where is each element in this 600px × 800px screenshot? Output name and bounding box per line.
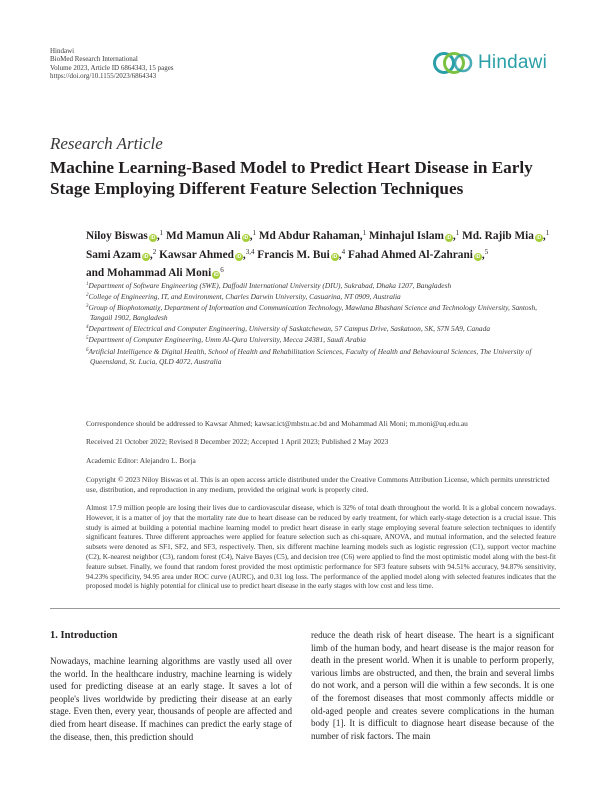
orcid-icon[interactable]: iD [236, 253, 242, 260]
author-separator: , [156, 230, 160, 242]
orcid-icon[interactable]: iD [332, 253, 338, 260]
orcid-icon[interactable]: iD [213, 272, 219, 278]
article-type: Research Article [50, 134, 163, 153]
author-separator: , [249, 230, 253, 242]
author-item [348, 249, 488, 261]
journal-info [50, 47, 174, 80]
author-name[interactable]: Sami Azam [86, 248, 141, 261]
hindawi-logo-text: Hindawi [478, 52, 547, 73]
author-affiliation-ref: 1 [455, 229, 460, 237]
author-separator: , [542, 230, 546, 242]
author-affiliation-ref: 6 [220, 266, 224, 274]
abstract-text: Almost 17.9 million people are losing their lives due to cardiovascular disease, which is 32% of total death throughout the world. It is a global concern nowadays. However, it is a matter of joy that the mortality rate due to heart disease can be reduced by early treatment, for which early-stage detection is a crucial issue. This study is aimed at building a potential machine learning model to predict heart disease in early stage employing several feature selection techniques to identify significant features. Three different approaches were applied for feature selection such as chi-square, ANOVA, and mutual information, and the selected feature subsets were denoted as SF1, SF2, and SF3, respectively. Then, six different machine learning models such as logistic regression (C1), support vector machine (C2), K-nearest neighbor (C3), random forest (C4), Naive Bayes (C5), and decision tree (C6) were applied to find the most optimistic model along with the best-fit feature subset. Finally, we found that random forest provided the most optimistic performance for SF3 feature subsets with 94.51% accuracy, 94.87% sensitivity, 94.23% specificity, 94.95 area under ROC curve (AURC), and 0.31 log loss. The performance of the applied model along with selected features indicates that the proposed model is highly potential for clinical use to predict heart disease in the early stages with low cost and less time. [86, 504, 556, 591]
orcid-icon[interactable]: iD [243, 235, 249, 241]
section-divider [50, 608, 560, 609]
author-item [259, 230, 366, 242]
author-item [86, 267, 224, 279]
author-name[interactable]: Francis M. Bui [257, 248, 330, 261]
author-name[interactable]: Kawsar Ahmed [159, 248, 234, 261]
affiliation-number: 1 [86, 282, 89, 287]
affiliation-number: 2 [86, 293, 89, 299]
introduction-heading: 1. Introduction [50, 630, 118, 641]
hindawi-logo-icon [432, 48, 474, 78]
author-item [86, 230, 163, 242]
author-item [462, 230, 549, 242]
author-affiliation-ref: 5 [484, 247, 489, 256]
academic-editor: Academic Editor: Alejandro L. Borja [86, 456, 196, 465]
affiliation-text: Artificial Intelligence & Digital Health, School of Health and Rehabilitation Sciences, Faculty of Health and Behavioural Sciences, The University of Queensland, St. Lucia, QLD 4072, Australia [88, 346, 532, 366]
affiliation-text: Department of Electrical and Computer Engineering, University of Saskatchewan, 57 Campus Drive, Saskatoon, SK, S7N 5A9, Canada [88, 324, 491, 334]
author-separator: , [452, 230, 456, 242]
author-item [86, 249, 156, 261]
author-name[interactable]: Md Mamun Ali [166, 230, 241, 242]
author-affiliation-ref: 1 [159, 229, 164, 237]
author-affiliation-ref: 2 [152, 247, 157, 256]
intro-left-column: Nowadays, machine learning algorithms are vastly used all over the world. In the healthcare industry, machine learning is widely used for predicting disease at an early stage. It saves a lot of people's lives worldwide by predicting their disease at an early stage. Even then, every year, thousands of people are affected and died from heart disease. If machines can predict the early stage of the disease, then, this prediction should [50, 656, 292, 742]
orcid-icon[interactable]: iD [150, 235, 156, 241]
affiliation-item [86, 334, 556, 345]
doi-link[interactable]: https://doi.org/10.1155/2023/6864343 [50, 71, 157, 80]
author-affiliation-ref: 1 [252, 229, 257, 237]
affiliation-item [86, 346, 556, 367]
author-name[interactable]: Md. Rajib Mia [462, 230, 534, 242]
author-separator: , [481, 248, 485, 261]
author-affiliation-ref: 4 [341, 247, 346, 256]
author-item [159, 249, 254, 261]
article-title: Machine Learning-Based Model to Predict Heart Disease in Early Stage Employing Different Feature Selection Techniques [50, 158, 533, 198]
orcid-icon[interactable]: iD [143, 253, 149, 260]
affiliation-text: Department of Software Engineering (SWE), Daffodil International University (DIU), Sukrabad, Dhaka 1207, Bangladesh [88, 281, 452, 290]
author-affiliation-ref: 1 [362, 229, 367, 237]
author-name[interactable]: and Mohammad Ali Moni [86, 267, 212, 279]
affiliation-item [86, 323, 556, 334]
copyright-notice: Copyright © 2023 Niloy Biswas et al. This is an open access article distributed under the Creative Commons Attribution License, which permits unrestricted use, distribution, and reproduction in any medium, provided the original work is properly cited. [86, 475, 550, 494]
author-affiliation-ref: 1 [545, 229, 550, 237]
journal-name: BioMed Research International [50, 55, 138, 64]
affiliation-number: 6 [86, 347, 89, 353]
affiliation-item [86, 280, 556, 291]
author-name[interactable]: Minhajul Islam [368, 230, 444, 242]
affiliation-text: Department of Computer Engineering, Umm Al-Qura University, Mecca 24381, Saudi Arabia [88, 335, 366, 345]
author-list [86, 226, 556, 282]
orcid-icon[interactable]: iD [475, 253, 481, 260]
intro-right-column: reduce the death risk of heart disease. The heart is a significant limb of the human body, and heart disease is the major reason for death in the present world. When it is unable to perform properly, various limbs are obstructed, and then, the brain and several limbs do not work, and a person will die within a few seconds. It is one of the foremost diseases that most commonly affects middle or old-aged people and creates severe complications in the human body [1]. It is difficult to diagnose heart disease because of the number of risk factors. The main [311, 630, 554, 741]
orcid-icon[interactable]: iD [446, 235, 452, 241]
affiliation-item [86, 302, 556, 323]
author-separator: , [338, 248, 342, 261]
volume-line: Volume 2023, Article ID 6864343, 15 pages [50, 63, 174, 72]
orcid-icon[interactable]: iD [536, 235, 542, 241]
author-name[interactable]: Fahad Ahmed Al-Zahrani [347, 248, 473, 261]
affiliation-number: 3 [86, 304, 89, 310]
correspondence-note: Correspondence should be addressed to Kawsar Ahmed; kawsar.ict@mbstu.ac.bd and Mohammad Ali Moni; m.moni@uq.edu.au [86, 419, 468, 428]
author-item [257, 249, 345, 261]
author-affiliation-ref: 3,4 [245, 247, 255, 256]
publisher-name: Hindawi [50, 47, 75, 55]
author-separator: , [149, 248, 153, 261]
affiliation-item [86, 291, 556, 302]
author-item [166, 230, 256, 242]
affiliation-number: 4 [86, 325, 89, 331]
affiliation-text: Group of Biophotomatiχ, Department of Information and Communication Technology, Mawlana Bhashani Science and Technology University, Santosh, Tangail 1902, Bangladesh [88, 303, 538, 323]
affiliation-list [86, 280, 556, 367]
author-name[interactable]: Md Abdur Rahaman, [258, 230, 363, 242]
affiliation-number: 5 [86, 336, 89, 342]
hindawi-logo [432, 48, 547, 78]
publication-dates: Received 21 October 2022; Revised 8 December 2022; Accepted 1 April 2023; Published 2 May 2023 [86, 437, 389, 446]
author-separator: , [242, 248, 246, 261]
author-name[interactable]: Niloy Biswas [86, 230, 148, 242]
author-item [369, 230, 459, 242]
affiliation-text: College of Engineering, IT, and Environment, Charles Darwin University, Casuarina, NT 0909, Australia [88, 292, 401, 302]
